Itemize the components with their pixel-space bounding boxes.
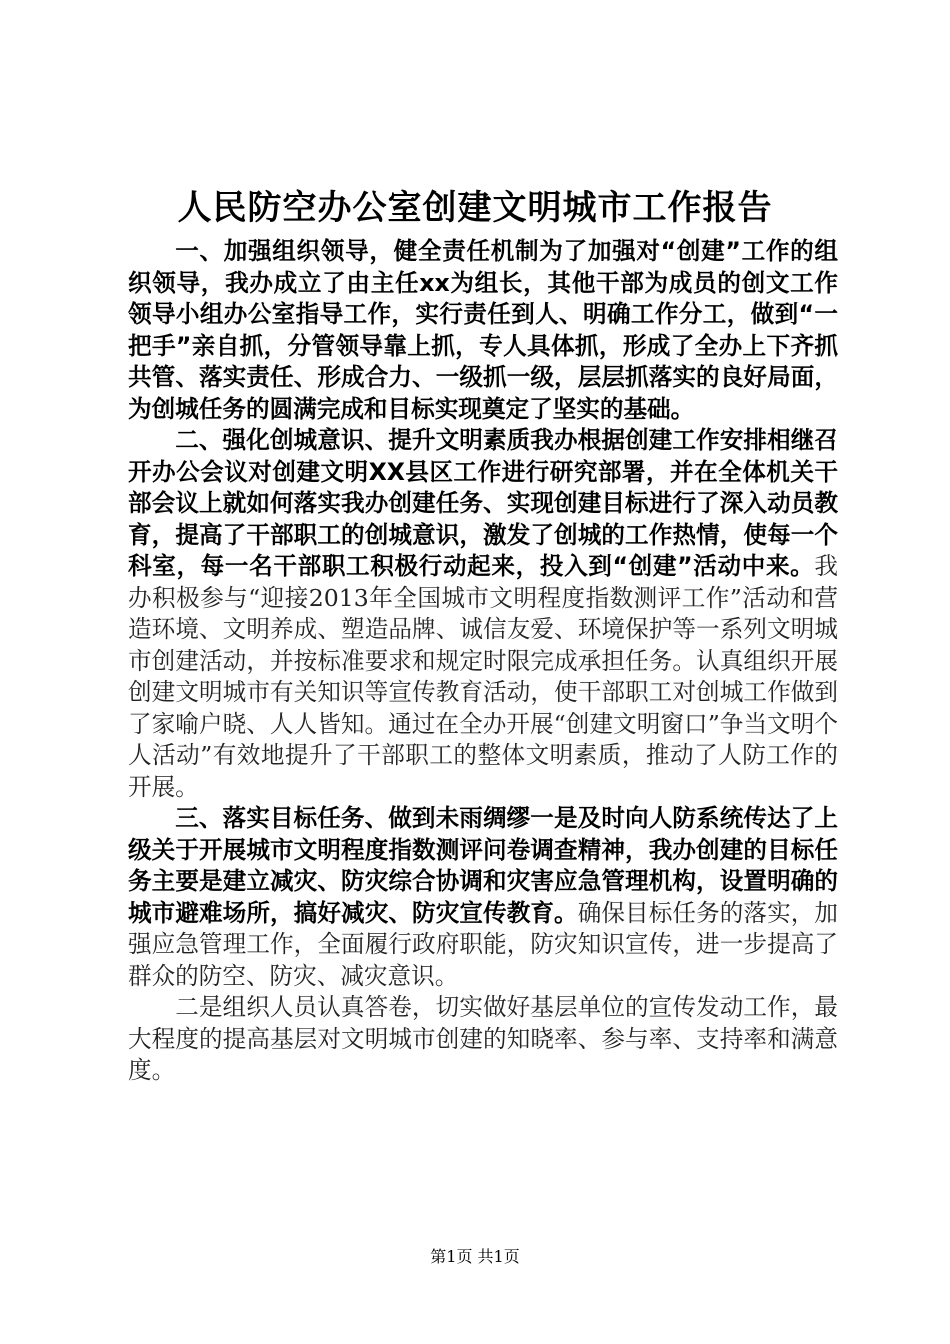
paragraph-4-light: 二是组织人员认真答卷，切实做好基层单位的宣传发动工作，最大程度的提高基层对文明城市创建的知晓率、参与率、支持率和满意度。	[128, 993, 838, 1084]
paragraph-3-light: 确保目标任务的落实，加强应急管理工作，全面履行政府职能，防灾知识宣传，进一步提高了群众的防空、防灾、减灾意识。	[128, 898, 839, 990]
paragraph-3	[128, 803, 838, 992]
paragraph-2	[128, 425, 838, 803]
paragraph-3-bold: 三、落实目标任务、做到未雨绸缪一是及时向人防系统传达了上级关于开展城市文明程度指数测评问卷调查精神，我办创建的目标任务主要是建立减灾、防灾综合协调和灾害应急管理机构，设置明确的城市避难场所，搞好减灾、防灾宣传教育。	[128, 804, 838, 927]
page-footer: 第1页 共1页	[430, 1247, 520, 1266]
paragraph-2-bold: 二、强化创城意识、提升文明素质我办根据创建工作安排相继召开办公会议对创建文明XX县区工作进行研究部署，并在全体机关干部会议上就如何落实我办创建任务、实现创建目标进行了深入动员教育，提高了干部职工的创城意识，激发了创城的工作热情，使每一个科室，每一名干部职工积极行动起来，投入到“创建”活动中来。	[128, 426, 838, 580]
paragraph-2-light: 我办积极参与“迎接2013年全国城市文明程度指数测评工作”活动和营造环境、文明养成、塑造品牌、诚信友爱、环境保护等一系列文明城市创建活动，并按标准要求和规定时限完成承担任务。认真组织开展创建文明城市有关知识等宣传教育活动，使干部职工对创城工作做到了家喻户晓、人人皆知。通过在全办开展“创建文明窗口”争当文明个人活动”有效地提升了干部职工的整体文明素质，推动了人防工作的开展。	[128, 552, 838, 801]
document-body	[128, 236, 838, 1087]
paragraph-4	[128, 992, 838, 1087]
paragraph-1	[128, 236, 838, 425]
document-title: 人民防空办公室创建文明城市工作报告	[177, 188, 773, 228]
paragraph-1-bold: 一、加强组织领导，健全责任机制为了加强对“创建”工作的组织领导，我办成立了由主任xx为组长，其他干部为成员的创文工作领导小组办公室指导工作，实行责任到人、明确工作分工，做到“一把手”亲自抓，分管领导靠上抓，专人具体抓，形成了全办上下齐抓共管、落实责任、形成合力、一级抓一级，层层抓落实的良好局面，为创城任务的圆满完成和目标实现奠定了坚实的基础。	[128, 237, 838, 423]
